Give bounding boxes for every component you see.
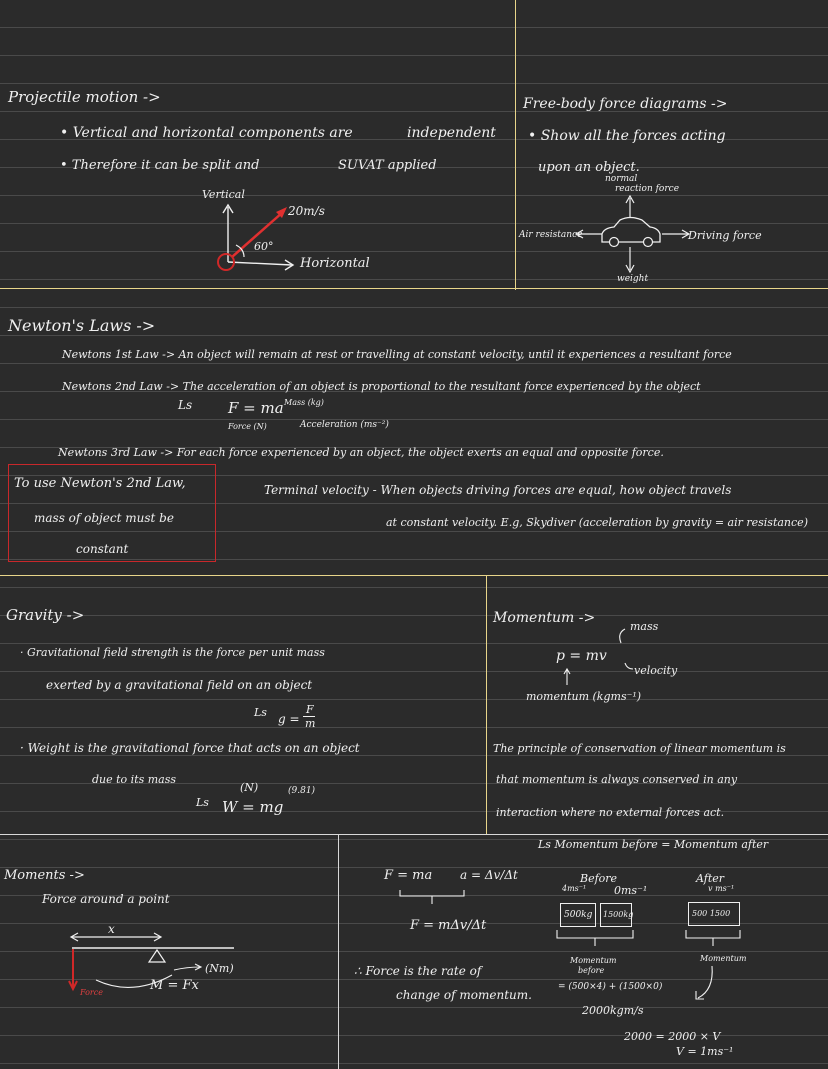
gravity-line-1: · Gravitational field strength is the force per unit mass — [20, 646, 325, 659]
derivation-conclusion-2: change of momentum. — [396, 988, 532, 1002]
projectile-title: Projectile motion -> — [8, 88, 161, 106]
momentum-principle-1: The principle of conservation of linear momentum is — [493, 742, 786, 755]
moments-force-label: Force — [80, 988, 103, 997]
gravity-formula-prefix: Ls — [254, 706, 267, 719]
gravity-formula-numerator: F — [306, 703, 314, 716]
projectile-bullet-2b: SUVAT applied — [338, 158, 437, 173]
example-mass-b: 1500kg — [603, 910, 634, 919]
projectile-diagram — [200, 195, 310, 280]
projectile-horizontal-label: Horizontal — [300, 256, 370, 271]
momentum-title: Momentum -> — [493, 610, 596, 626]
weight-unit: (N) — [240, 781, 259, 794]
momentum-velocity-label: velocity — [634, 664, 678, 677]
moments-x-label: x — [108, 922, 115, 936]
momentum-principle-2: that momentum is always conserved in any — [496, 773, 738, 786]
terminal-velocity-line-1: Terminal velocity - When objects driving forces are equal, how object travels — [264, 483, 732, 497]
freebody-line-1: • Show all the forces acting — [528, 128, 726, 144]
derivation-conclusion-1: ∴ Force is the rate of — [354, 964, 482, 978]
freebody-air-label: Air resistance — [519, 230, 583, 240]
momentum-formula: p = mv — [556, 648, 607, 664]
momentum-principle-4: Ls Momentum before = Momentum after — [538, 838, 769, 851]
example-mass-after: 500 1500 — [692, 909, 731, 918]
projectile-bullet-1a: • Vertical and horizontal components are — [60, 125, 353, 141]
example-v-after: v ms⁻¹ — [708, 884, 735, 893]
projectile-bullet-1b: independent — [407, 125, 496, 141]
gravity-formula-lhs: g = — [278, 712, 300, 726]
newton-note-line-2: mass of object must be — [34, 511, 174, 525]
divider-lower-vertical — [338, 834, 339, 1069]
freebody-weight-label: weight — [617, 274, 649, 284]
newton-law-2-formula: F = ma — [228, 399, 284, 417]
newton-law-1: Newtons 1st Law -> An object will remain at rest or travelling at constant velocity, until it experiences a resultant force — [62, 348, 732, 361]
projectile-angle-label: 60° — [254, 240, 274, 253]
moments-line-1: Force around a point — [42, 892, 170, 906]
projectile-bullet-2a: • Therefore it can be split and — [60, 158, 260, 173]
moments-diagram — [62, 925, 242, 1010]
gravity-formula-denominator: m — [305, 717, 316, 730]
newton-note-line-1: To use Newton's 2nd Law, — [14, 476, 186, 491]
freebody-driving-label: Driving force — [688, 229, 762, 242]
projectile-speed-label: 20m/s — [288, 204, 325, 218]
divider-middle-vertical — [486, 575, 487, 835]
example-calc: = (500×4) + (1500×0) — [558, 982, 663, 992]
newton-mass-label: Mass (kg) — [284, 398, 324, 407]
weight-formula-prefix: Ls — [196, 796, 209, 809]
freebody-title: Free-body force diagrams -> — [523, 96, 728, 112]
moments-formula: M = Fx — [150, 978, 199, 993]
weight-g-value: (9.81) — [288, 786, 316, 796]
weight-line-2: due to its mass — [92, 773, 177, 786]
divider-top-horizontal — [0, 288, 828, 289]
derivation-a-eq: a = Δv/Δt — [460, 868, 518, 882]
example-after-label: After — [696, 872, 725, 885]
freebody-reaction-label: reaction force — [615, 184, 680, 194]
newton-title: Newton's Laws -> — [8, 316, 156, 335]
example-mass-a: 500kg — [564, 910, 593, 920]
momentum-mass-label: mass — [630, 620, 659, 633]
car-diagram — [570, 192, 690, 274]
derivation-f-ma: F = ma — [384, 868, 433, 883]
example-before-bracket — [555, 928, 637, 948]
moments-title: Moments -> — [4, 868, 85, 883]
moments-unit-label: (Nm) — [205, 962, 234, 975]
example-curved-arrow — [690, 962, 720, 1004]
weight-formula: W = mg — [222, 798, 284, 816]
divider-lower-horizontal — [0, 834, 828, 835]
example-v-before-b: 0ms⁻¹ — [614, 884, 648, 897]
projectile-vertical-label: Vertical — [202, 188, 245, 201]
momentum-arrows — [555, 625, 635, 690]
newton-accel-label: Acceleration (ms⁻²) — [300, 420, 389, 430]
gravity-title: Gravity -> — [6, 606, 85, 624]
gravity-line-2: exerted by a gravitational field on an object — [46, 678, 313, 692]
divider-top-vertical — [515, 0, 516, 290]
example-before-label: Before — [580, 872, 618, 885]
example-result: 2000kgm/s — [582, 1004, 644, 1017]
newton-force-label: Force (N) — [228, 422, 267, 431]
freebody-normal-label: normal — [605, 174, 638, 184]
derivation-f-mdv: F = mΔv/Δt — [410, 918, 487, 933]
momentum-unit-label: momentum (kgms⁻¹) — [526, 690, 642, 703]
terminal-velocity-line-2: at constant velocity. E.g, Skydiver (acceleration by gravity = air resistance) — [386, 516, 808, 529]
newton-law-2-arrow: Ls — [178, 398, 193, 412]
derivation-bracket — [398, 886, 468, 906]
weight-line-1: · Weight is the gravitational force that acts on an object — [20, 741, 360, 755]
freebody-line-2: upon an object. — [538, 160, 640, 175]
newton-law-2: Newtons 2nd Law -> The acceleration of an object is proportional to the resultant force experienced by the object — [62, 380, 701, 393]
example-v-before-a: 4ms⁻¹ — [562, 884, 587, 893]
example-momentum-before-2: before — [578, 966, 605, 975]
momentum-principle-3: interaction where no external forces act. — [496, 806, 725, 819]
newton-law-3: Newtons 3rd Law -> For each force experienced by an object, the object exerts an equal and opposite force. — [58, 446, 664, 459]
divider-middle-horizontal — [0, 575, 828, 576]
example-momentum-before-1: Momentum — [570, 956, 617, 965]
newton-note-line-3: constant — [76, 542, 129, 556]
example-solve-2: V = 1ms⁻¹ — [676, 1045, 734, 1058]
example-after-bracket — [684, 928, 744, 948]
example-momentum-after: Momentum — [700, 954, 747, 963]
example-solve-1: 2000 = 2000 × V — [624, 1030, 721, 1043]
